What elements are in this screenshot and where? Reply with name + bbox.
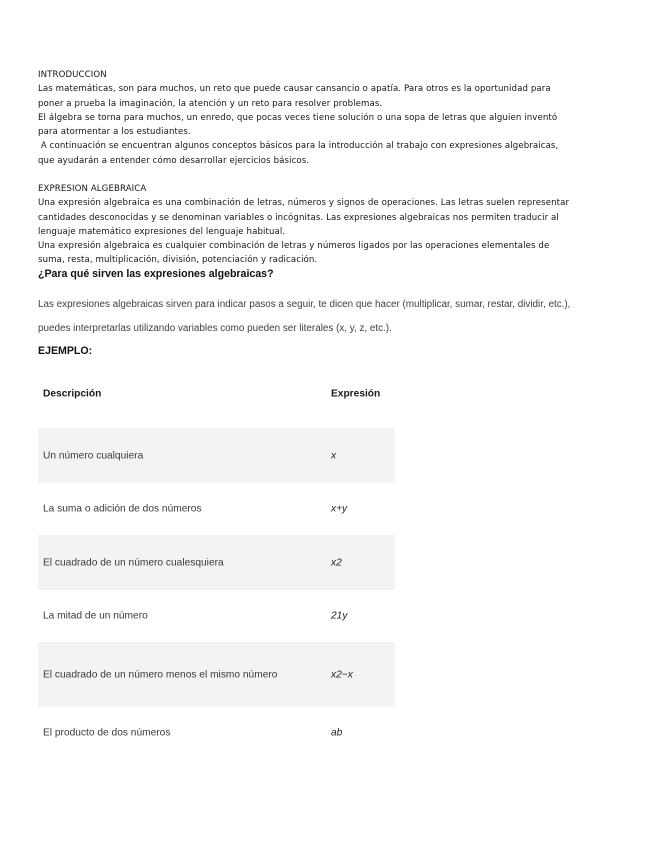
expresion-line: lenguaje matemático expresiones del lenguaje habitual. [38,226,286,237]
column-header-descripcion: Descripción [43,388,102,399]
intro-line: El álgebra se torna para muchos, un enredo, que pocas veces tiene solución o una sopa de letras que alguien inventó [38,112,558,123]
example-table [38,365,395,759]
column-header-expresion: Expresión [331,388,381,399]
question-line: Las expresiones algebraicas sirven para indicar pasos a seguir, te dicen que hacer (multiplicar, sumar, restar, dividir, etc.), [38,299,571,310]
intro-line: que ayudarán a entender cómo desarrollar ejercicios básicos. [38,155,310,166]
expresion-line: cantidades desconocidas y se denominan variables o incógnitas. Las expresiones algebraicas nos permiten traducir al [38,212,559,223]
intro-heading: INTRODUCCION [38,70,107,80]
row-description: El cuadrado de un número cualesquiera [43,557,224,568]
row-description: El producto de dos números [43,727,171,739]
ejemplo-heading: EJEMPLO: [38,345,93,357]
expresion-line: Una expresión algebraica es una combinación de letras, números y signos de operaciones. Las letras suelen representar [38,198,570,209]
row-expression: 21y [331,610,348,622]
table-row [38,535,395,590]
expresion-section [38,182,623,268]
question-line: puedes interpretarlas utilizando variables como pueden ser literales (x, y, z, etc.). [38,323,392,334]
question-heading: ¿Para qué sirven las expresiones algebraicas? [38,268,274,280]
intro-line: Las matemáticas, son para muchos, un reto que puede causar cansancio o apatía. Para otros es la oportunidad para [38,84,551,95]
expresion-line: Una expresión algebraica es cualquier combinación de letras y números ligados por las operaciones elementales de [38,241,550,252]
row-expression: x+y [331,503,348,515]
row-expression: x2−x [331,669,353,680]
expresion-line: suma, resta, multiplicación, división, potenciación y radicación. [38,255,318,266]
table-row [38,428,395,483]
table-header-row [38,365,395,422]
expresion-heading: EXPRESION ALGEBRAICA [38,184,147,194]
row-description: La mitad de un número [43,610,148,622]
intro-line: A continuación se encuentran algunos conceptos básicos para la introducción al trabajo con expresiones algebraicas, [38,141,559,152]
row-expression: ab [331,727,343,739]
row-description: La suma o adición de dos números [43,503,202,515]
row-description: Un número cualquiera [43,450,144,461]
table-row [38,707,395,759]
row-description: El cuadrado de un número menos el mismo número [43,669,278,680]
row-expression: x [331,450,337,461]
table-row [38,483,395,535]
intro-section [38,68,623,168]
table-row [38,590,395,642]
intro-line: poner a prueba la imaginación, la atención y un reto para resolver problemas. [38,98,383,109]
intro-line: para atormentar a los estudiantes. [38,127,191,138]
row-expression: x2 [331,557,342,568]
question-paragraph [38,293,638,341]
table-row [38,642,395,707]
